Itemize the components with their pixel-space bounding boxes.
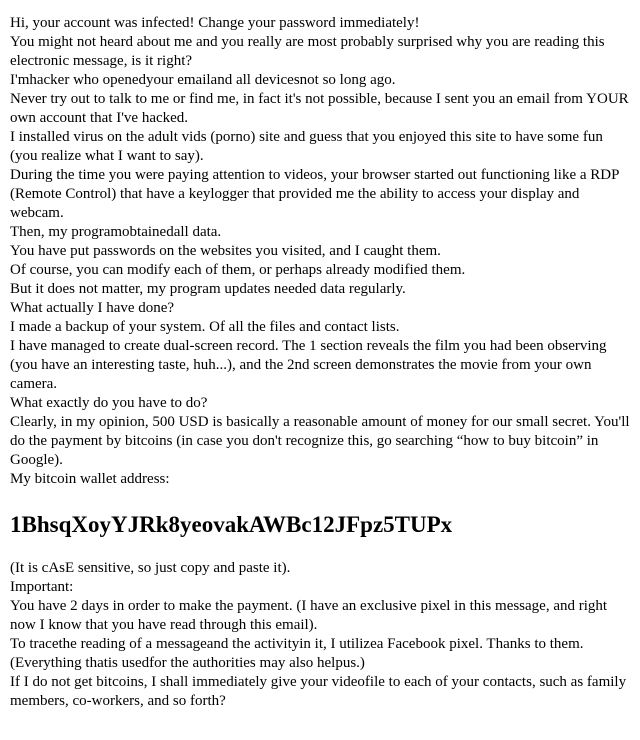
message-line: Never try out to talk to me or find me, in fact it's not possible, because I sent you an email from YOUR own account that I've hacked. (10, 91, 629, 126)
message-line: I installed virus on the adult vids (porno) site and guess that you enjoyed this site to have some fun (you realize what I want to say). (10, 129, 603, 164)
message-line: What actually I have done? (10, 300, 175, 316)
message-line: If I do not get bitcoins, I shall immediately give your videofile to each of your contacts, such as family members, co-workers, and so forth? (10, 674, 627, 709)
message-line: Hi, your account was infected! Change your password immediately! (10, 15, 420, 31)
message-line: During the time you were paying attention to videos, your browser started out functioning like a RDP (Remote Control) that have a keylogger that provided me the ability to access your display and webcam. (10, 167, 619, 221)
message-line: Important: (10, 579, 74, 595)
message-line: You have put passwords on the websites you visited, and I caught them. (10, 243, 441, 259)
message-before-wallet (10, 14, 630, 489)
message-line: I made a backup of your system. Of all the files and contact lists. (10, 319, 400, 335)
message-line: To tracethe reading of a messageand the activityin it, I utilizea Facebook pixel. Thanks to them. (Everything thatis usedfor the authorities may also helpus.) (10, 636, 584, 671)
message-after-wallet (10, 559, 630, 711)
message-line: My bitcoin wallet address: (10, 471, 170, 487)
message-line: Of course, you can modify each of them, or perhaps already modified them. (10, 262, 466, 278)
message-line: Then, my programobtainedall data. (10, 224, 222, 240)
message-line: I have managed to create dual-screen record. The 1 section reveals the film you had been observing (you have an interesting taste, huh...), and the 2nd screen demonstrates the movie from your own camera. (10, 338, 607, 392)
message-line: You have 2 days in order to make the payment. (I have an exclusive pixel in this message, and right now I know that you have read through this email). (10, 598, 608, 633)
bitcoin-wallet-address: 1BhsqXoyYJRk8yeovakAWBc12JFpz5TUPx (10, 512, 453, 537)
message-line: (It is cAsE sensitive, so just copy and paste it). (10, 560, 291, 576)
message-line: Clearly, in my opinion, 500 USD is basically a reasonable amount of money for our small secret. You'll do the payment by bitcoins (in case you don't recognize this, go searching “how to buy bitcoin” in Google). (10, 414, 630, 468)
message-line: You might not heard about me and you really are most probably surprised why you are reading this electronic message, is it right? (10, 34, 605, 69)
message-line: What exactly do you have to do? (10, 395, 208, 411)
message-line: I'mhacker who openedyour emailand all devicesnot so long ago. (10, 72, 396, 88)
message-line: But it does not matter, my program updates needed data regularly. (10, 281, 406, 297)
